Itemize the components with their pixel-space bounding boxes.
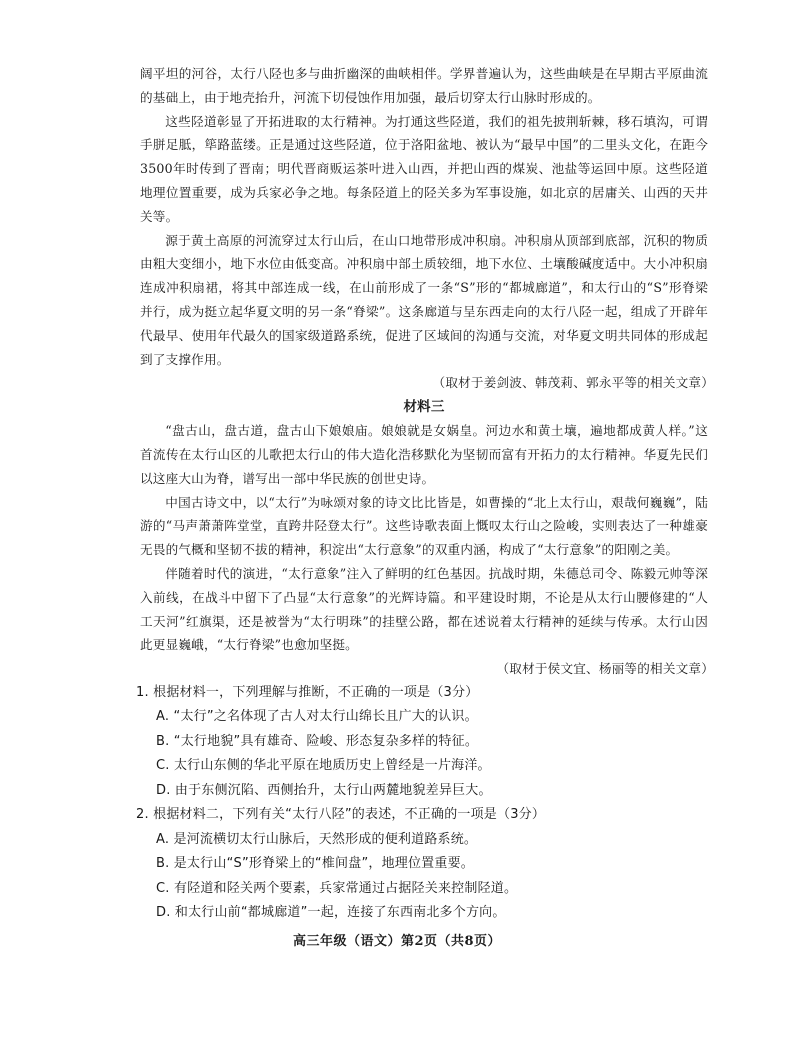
question-2 bbox=[136, 803, 708, 926]
paragraph-ancient-poems: 中国古诗文中，以“太行”为咏颂对象的诗文比比皆是，如曹操的“北上太行山，艰哉何巍巍”，陆游的“马声萧萧阵堂堂，直跨井陉登太行”。这些诗歌表面上慨叹太行山之险峻，实则表达了一种雄豪无畏的气概和坚韧不拔的精神，积淀出“太行意象”的双重内涵，构成了“太行意象”的阳刚之美。 bbox=[140, 494, 708, 558]
question-1-option-a: A. “太行”之名体现了古人对太行山绵长且广大的认识。 bbox=[156, 709, 478, 725]
question-2-option-a: A. 是河流横切太行山脉后，天然形成的便利道路系统。 bbox=[156, 831, 478, 847]
question-2-option-d: D. 和太行山前“都城廊道”一起，连接了东西南北多个方向。 bbox=[156, 905, 506, 921]
question-1-option-d: D. 由于东侧沉陷、西侧抬升，太行山两麓地貌差异巨大。 bbox=[156, 782, 492, 798]
paragraph-capital-corridor: 源于黄土高原的河流穿过太行山后，在山口地带形成冲积扇。冲积扇从顶部到底部，沉积的物质由粗大变细小，地下水位由低变高。冲积扇中部土质较细，地下水位、土壤酸碱度适中。大小冲积扇连成冲积扇裙，将其中部连成一线，在山前形成了一条“S”形的“都城廊道”，和太行山的“S”形脊梁并行，成为挺立起华夏文明的另一条“脊梁”。这条廊道与呈东西走向的太行八陉一起，组成了开辟年代最早、使用年代最久的国家级道路系统，促进了区域间的沟通与交流，对华夏文明共同体的形成起到了支撑作用。 bbox=[140, 232, 708, 367]
question-1-option-b: B. “太行地貌”具有雄奇、险峻、形态复杂多样的特征。 bbox=[156, 733, 479, 749]
question-1-stem: 1. 根据材料一，下列理解与推断，不正确的一项是（3分） bbox=[136, 684, 479, 700]
source-citation-3: （取材于侯文宜、杨丽等的相关文章） bbox=[496, 661, 714, 677]
question-2-option-c: C. 有陉道和陉关两个要素，兵家常通过占据陉关来控制陉道。 bbox=[156, 880, 518, 896]
source-citation-2: （取材于姜剑波、韩茂莉、郭永平等的相关文章） bbox=[432, 375, 714, 391]
paragraph-folk-song: “盘古山，盘古道，盘古山下娘娘庙。娘娘就是女娲皇。河边水和黄土壤，遍地都成黄人样。”这首流传在太行山区的儿歌把太行山的伟大造化浩移默化为坚韧而富有开拓力的太行精神。华夏先民们以这座大山为脊，谱写出一部中华民族的创世史诗。 bbox=[140, 423, 708, 486]
material-two-body bbox=[140, 62, 714, 395]
material-three-heading: 材料三 bbox=[403, 399, 445, 416]
paragraph-red-gene: 伴随着时代的演进，“太行意象”注入了鲜明的红色基因。抗战时期，朱德总司令、陈毅元帅等深入前线，在战斗中留下了凸显“太行意象”的光辉诗篇。和平建设时期，不论是从太行山腰修建的“人工天河”红旗渠，还是被誉为“太行明珠”的挂壁公路，都在述说着太行精神的延续与传承。太行山因此更显巍峨，“太行脊梁”也愈加坚挺。 bbox=[140, 565, 708, 653]
question-1 bbox=[136, 681, 708, 804]
question-2-option-b: B. 是太行山“S”形脊梁上的“椎间盘”，地理位置重要。 bbox=[156, 856, 474, 872]
material-three bbox=[140, 395, 714, 681]
page-footer: 高三年级（语文）第2页（共8页） bbox=[292, 934, 502, 949]
questions bbox=[136, 681, 708, 926]
paragraph-taihang-spirit: 这些陉道彰显了开拓进取的太行精神。为打通这些陉道，我们的祖先披荆斩棘，移石填沟，可谓手胼足胝，筚路蓝缕。正是通过这些陉道，位于洛阳盆地、被认为“最早中国”的二里头文化，在距今3500年时传到了晋南；明代晋商贩运茶叶进入山西，并把山西的煤炭、池盐等运回中原。这些陉道地理位置重要，成为兵家必争之地。每条陉道上的陉关多为军事设施，如北京的居庸关、山西的天井关等。 bbox=[140, 113, 708, 224]
question-2-stem: 2. 根据材料二，下列有关“太行八陉”的表述，不正确的一项是（3分） bbox=[136, 807, 546, 823]
paragraph-river-gorges: 阔平坦的河谷，太行八陉也多与曲折幽深的曲峡相伴。学界普遍认为，这些曲峡是在早期古平原曲流的基础上，由于地壳抬升，河流下切侵蚀作用加强，最后切穿太行山脉时形成的。 bbox=[140, 66, 708, 105]
question-1-option-c: C. 太行山东侧的华北平原在地质历史上曾经是一片海洋。 bbox=[156, 758, 491, 774]
